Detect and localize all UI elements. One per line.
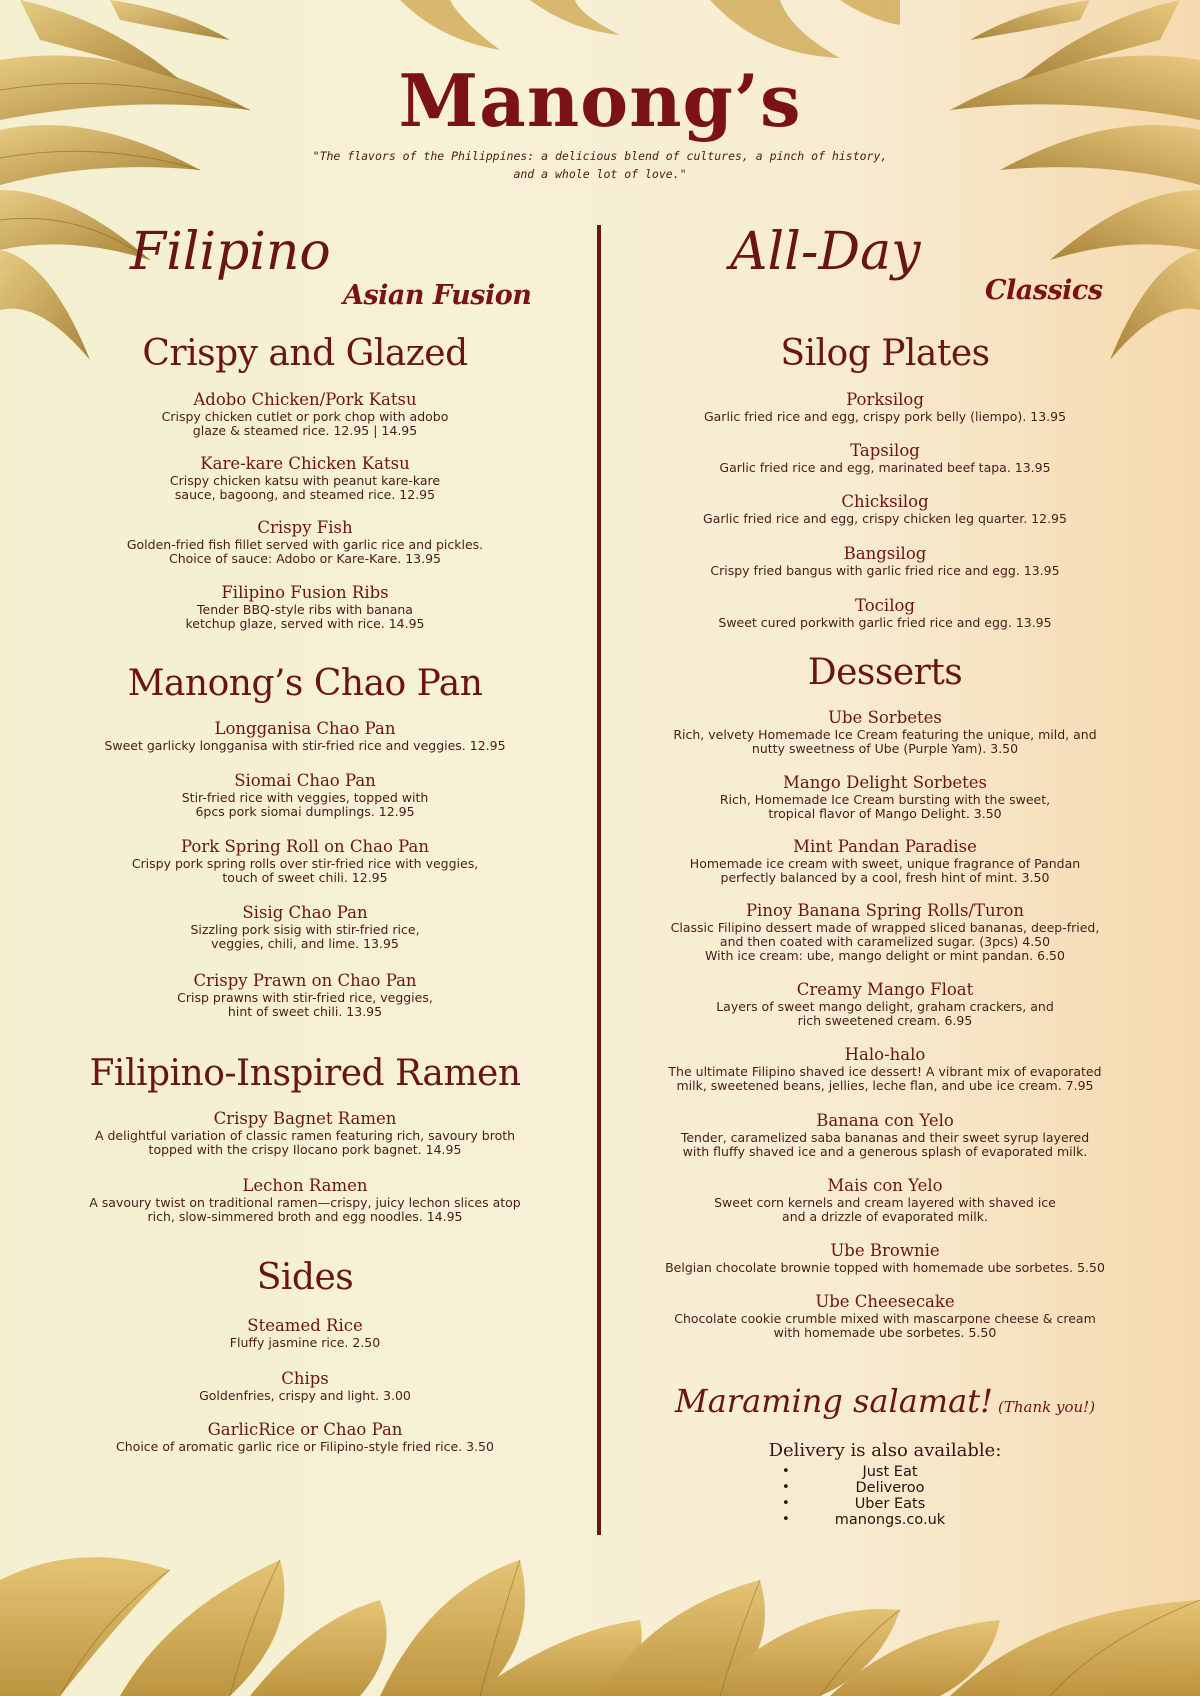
menu-item-desc: Fluffy jasmine rice. 2.50 [229, 1335, 381, 1350]
menu-item-name: Ube Brownie [830, 1241, 940, 1260]
menu-item-name: Creamy Mango Float [796, 980, 974, 999]
menu-item-name: Mint Pandan Paradise [793, 837, 977, 856]
menu-item-name: Tapsilog [850, 441, 920, 460]
menu-item [640, 773, 1130, 821]
menu-item-desc: The ultimate Filipino shaved ice dessert! A vibrant mix of evaporated milk, sweetened beans, jellies, leche flan, and ube ice cream. 7.95 [668, 1064, 1102, 1093]
menu-item-name: Mango Delight Sorbetes [782, 773, 988, 792]
menu-item-desc: Chocolate cookie crumble mixed with mascarpone cheese & cream with homemade ube sorbetes. 5.50 [674, 1311, 1096, 1340]
palm-leaf-top-left-icon [0, 0, 300, 380]
menu-item-desc: Garlic fried rice and egg, marinated beef tapa. 13.95 [719, 460, 1051, 475]
menu-item-desc: Golden-fried fish fillet served with garlic rice and pickles. Choice of sauce: Adobo or Kare-Kare. 13.95 [126, 537, 484, 566]
menu-item [60, 1176, 550, 1224]
menu-item-name: Porksilog [846, 390, 924, 409]
tagline-line-1: "The flavors of the Philippines: a delicious blend of cultures, a pinch of history, [312, 149, 888, 163]
menu-item [60, 390, 550, 438]
menu-item-desc: Homemade ice cream with sweet, unique fragrance of Pandan perfectly balanced by a cool, fresh hint of mint. 3.50 [689, 856, 1081, 885]
menu-item-desc: A delightful variation of classic ramen featuring rich, savoury broth topped with the crispy Ilocano pork bagnet. 14.95 [94, 1128, 516, 1157]
menu-item [640, 1292, 1130, 1340]
menu-item [60, 719, 550, 753]
menu-item-desc: Sweet corn kernels and cream layered with shaved ice and a drizzle of evaporated milk. [714, 1195, 1056, 1224]
delivery-option: • Uber Eats [770, 1496, 1010, 1512]
delivery-option: • Just Eat [770, 1464, 1010, 1480]
section-title-silog: Silog Plates [780, 333, 990, 374]
section-title-ramen: Filipino-Inspired Ramen [89, 1053, 521, 1094]
right-heading-script: All-Day [730, 222, 921, 282]
menu-item [640, 1176, 1130, 1224]
menu-item-desc: Crispy fried bangus with garlic fried rice and egg. 13.95 [710, 563, 1060, 578]
menu-item-desc: Rich, velvety Homemade Ice Cream featuring the unique, mild, and nutty sweetness of Ube (Purple Yam). 3.50 [673, 727, 1097, 756]
menu-item [640, 390, 1130, 424]
menu-item [640, 708, 1130, 756]
palm-leaf-top-right-icon [900, 0, 1200, 380]
menu-item-desc: Crispy chicken cutlet or pork chop with adobo glaze & steamed rice. 12.95 | 14.95 [161, 409, 449, 438]
menu-item-desc: Garlic fried rice and egg, crispy pork belly (liempo). 13.95 [703, 409, 1067, 424]
menu-item-name: Chicksilog [841, 492, 929, 511]
thank-you-translation: (Thank you!) [998, 1398, 1096, 1416]
menu-item [640, 980, 1130, 1028]
menu-item-desc: Rich, Homemade Ice Cream bursting with the sweet, tropical flavor of Mango Delight. 3.50 [719, 792, 1051, 821]
thank-you-text: Maraming salamat! [674, 1382, 993, 1420]
menu-item-name: Bangsilog [843, 544, 927, 563]
menu-item-name: Pinoy Banana Spring Rolls/Turon [745, 901, 1025, 920]
menu-item-name: Siomai Chao Pan [234, 771, 376, 790]
tagline-line-2: and a whole lot of love." [513, 167, 687, 181]
section-title-desserts: Desserts [807, 652, 963, 693]
menu-item [640, 1111, 1130, 1159]
menu-item-desc: Classic Filipino dessert made of wrapped sliced bananas, deep-fried, and then coated with caramelized sugar. (3pcs) 4.50 With ice cream: ube, mango delight or mint pandan. 6.50 [670, 920, 1100, 963]
menu-item-name: Tocilog [855, 596, 915, 615]
tagline [300, 147, 900, 183]
menu-item-name: Banana con Yelo [816, 1111, 954, 1130]
menu-item [640, 1045, 1130, 1093]
menu-item-name: Mais con Yelo [827, 1176, 943, 1195]
menu-item-name: Crispy Prawn on Chao Pan [193, 971, 417, 990]
left-heading-sub: Asian Fusion [343, 280, 532, 311]
section-title-chao-pan: Manong’s Chao Pan [127, 663, 483, 704]
restaurant-name: Manong’s [398, 58, 802, 143]
menu-item-desc: Choice of aromatic garlic rice or Filipino-style fried rice. 3.50 [116, 1439, 494, 1454]
menu-item-desc: Tender, caramelized saba bananas and their sweet syrup layered with fluffy shaved ice and a generous splash of evaporated milk. [680, 1130, 1090, 1159]
menu-item-desc: Tender BBQ-style ribs with banana ketchup glaze, served with rice. 14.95 [185, 602, 425, 631]
menu-item-name: Chips [281, 1369, 329, 1388]
menu-item [640, 837, 1130, 885]
menu-item-desc: A savoury twist on traditional ramen—crispy, juicy lechon slices atop rich, slow-simmered broth and egg noodles. 14.95 [89, 1195, 521, 1224]
menu-item [60, 1369, 550, 1403]
menu-item [640, 544, 1130, 578]
menu-item-name: Steamed Rice [247, 1316, 363, 1335]
menu-item-name: Halo-halo [844, 1045, 926, 1064]
right-heading-sub: Classics [985, 275, 1103, 306]
menu-item-name: Lechon Ramen [242, 1176, 368, 1195]
menu-item-desc: Stir-fried rice with veggies, topped with 6pcs pork siomai dumplings. 12.95 [181, 790, 429, 819]
menu-item-name: Longganisa Chao Pan [214, 719, 396, 738]
menu-item [60, 1316, 550, 1350]
menu-item [60, 837, 550, 885]
menu-item-desc: Goldenfries, crispy and light. 3.00 [199, 1388, 411, 1403]
menu-item-desc: Layers of sweet mango delight, graham crackers, and rich sweetened cream. 6.95 [716, 999, 1054, 1028]
menu-item [60, 518, 550, 566]
menu-item [60, 771, 550, 819]
thank-you-note [640, 1382, 1130, 1420]
menu-item-desc: Sweet cured porkwith garlic fried rice and egg. 13.95 [718, 615, 1052, 630]
menu-item [640, 1241, 1130, 1275]
left-heading-script: Filipino [130, 222, 331, 282]
section-title-sides: Sides [256, 1257, 354, 1298]
menu-item-name: Ube Cheesecake [815, 1292, 955, 1311]
menu-item-desc: Crispy pork spring rolls over stir-fried rice with veggies, touch of sweet chili. 12.95 [131, 856, 479, 885]
menu-item-name: Adobo Chicken/Pork Katsu [193, 390, 417, 409]
column-divider [597, 225, 601, 1535]
delivery-title: Delivery is also available: [768, 1440, 1002, 1461]
menu-item [60, 971, 550, 1019]
menu-item [640, 441, 1130, 475]
menu-item-name: Filipino Fusion Ribs [221, 583, 389, 602]
menu-item-desc: Crisp prawns with stir-fried rice, veggies, hint of sweet chili. 13.95 [177, 990, 433, 1019]
menu-item-desc: Sizzling pork sisig with stir-fried rice, veggies, chili, and lime. 13.95 [190, 922, 420, 951]
delivery-option: • Deliveroo [770, 1480, 1010, 1496]
menu-item-desc: Garlic fried rice and egg, crispy chicken leg quarter. 12.95 [703, 511, 1067, 526]
menu-item [640, 596, 1130, 630]
palm-leaf-top-center-icon [380, 0, 900, 60]
menu-item-desc: Sweet garlicky longganisa with stir-fried rice and veggies. 12.95 [104, 738, 506, 753]
menu-item [640, 492, 1130, 526]
menu-item-name: Kare-kare Chicken Katsu [200, 454, 410, 473]
menu-item-name: GarlicRice or Chao Pan [207, 1420, 403, 1439]
menu-item [60, 583, 550, 631]
menu-item [60, 1109, 550, 1157]
menu-item-name: Crispy Fish [257, 518, 353, 537]
menu-item-name: Ube Sorbetes [828, 708, 942, 727]
menu-item [60, 903, 550, 951]
menu-item-name: Pork Spring Roll on Chao Pan [180, 837, 429, 856]
menu-item-desc: Belgian chocolate brownie topped with homemade ube sorbetes. 5.50 [665, 1260, 1105, 1275]
menu-item-name: Crispy Bagnet Ramen [213, 1109, 397, 1128]
delivery-options-list [770, 1464, 1010, 1528]
menu-item-name: Sisig Chao Pan [242, 903, 368, 922]
menu-item [60, 1420, 550, 1454]
menu-item [640, 901, 1130, 963]
menu-item [60, 454, 550, 502]
menu-item-desc: Crispy chicken katsu with peanut kare-kare sauce, bagoong, and steamed rice. 12.95 [169, 473, 441, 502]
section-title-crispy-glazed: Crispy and Glazed [142, 333, 468, 374]
delivery-option-website-link[interactable]: • manongs.co.uk [770, 1512, 1010, 1528]
